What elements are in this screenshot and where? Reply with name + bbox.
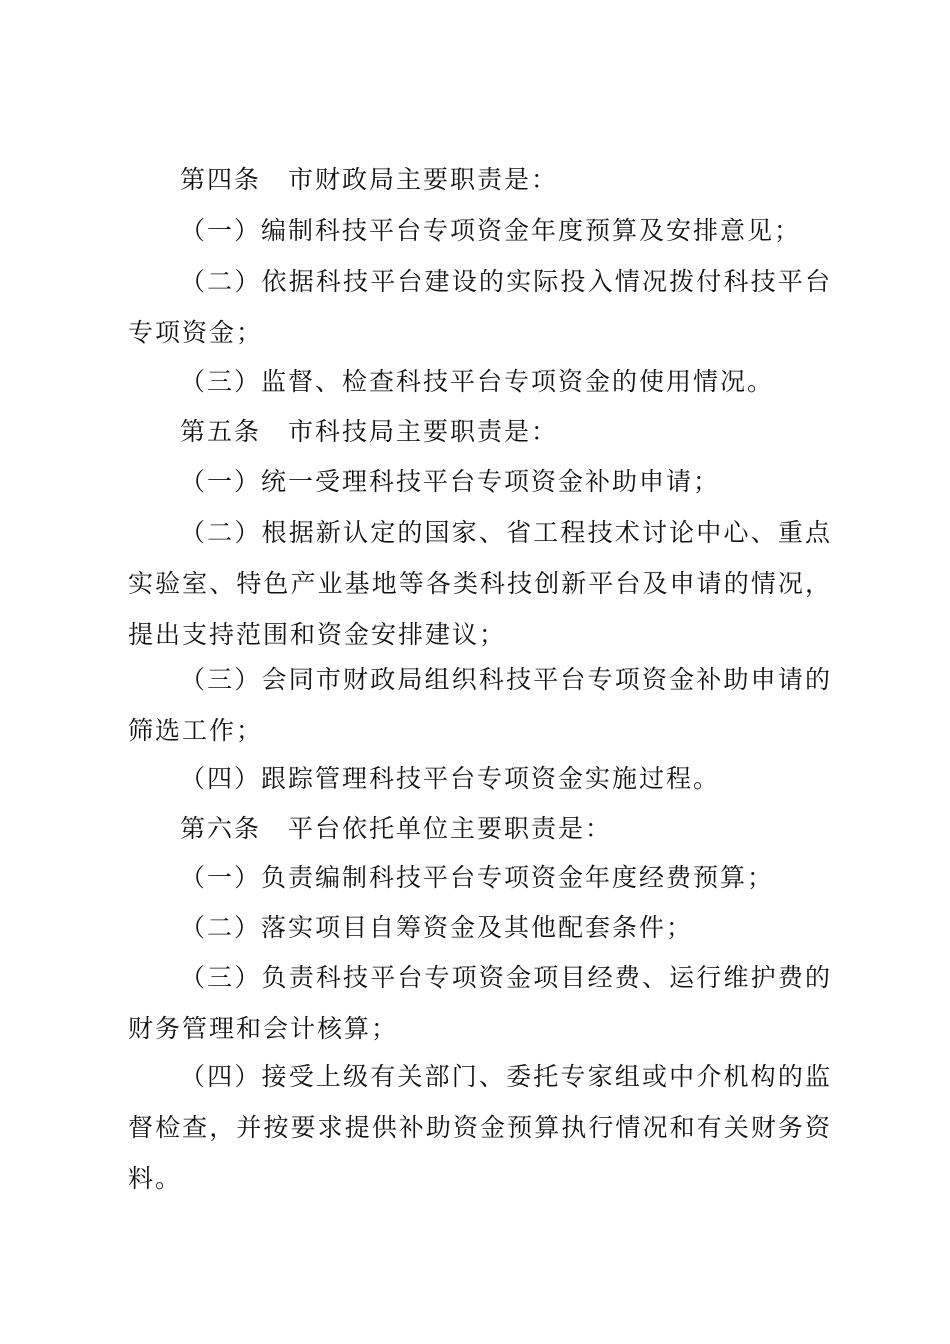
article-5-item-3: （三）会同市财政局组织科技平台专项资金补助申请的筛选工作； [128,665,832,745]
article-5-item-1: （一）统一受理科技平台专项资金补助申请； [180,467,721,496]
article-6-heading: 第六条 平台依托单位主要职责是： [180,814,613,843]
article-4-heading: 第四条 市财政局主要职责是： [180,165,559,194]
article-6-item-2: （二）落实项目自筹资金及其他配套条件； [180,913,694,942]
article-4-item-3: （三）监督、检查科技平台专项资金的使用情况。 [180,367,775,396]
article-4-item-2: （二）依据科技平台建设的实际投入情况拨付科技平台专项资金； [128,267,832,347]
article-6-item-3: （三）负责科技平台专项资金项目经费、运行维护费的财务管理和会计核算； [128,963,832,1043]
article-6-item-1: （一）负责编制科技平台专项资金年度经费预算； [180,863,775,892]
article-6-item-4: （四）接受上级有关部门、委托专家组或中介机构的监督检查，并按要求提供补助资金预算执行情况和有关财务资料。 [128,1062,832,1193]
article-5-item-2: （二）根据新认定的国家、省工程技术讨论中心、重点实验室、特色产业基地等各类科技创新平台及申请的情况，提出支持范围和资金安排建议； [128,518,832,649]
article-5-item-4: （四）跟踪管理科技平台专项资金实施过程。 [180,764,721,793]
article-4-item-1: （一）编制科技平台专项资金年度预算及安排意见； [180,216,802,245]
article-5-heading: 第五条 市科技局主要职责是： [180,417,559,446]
